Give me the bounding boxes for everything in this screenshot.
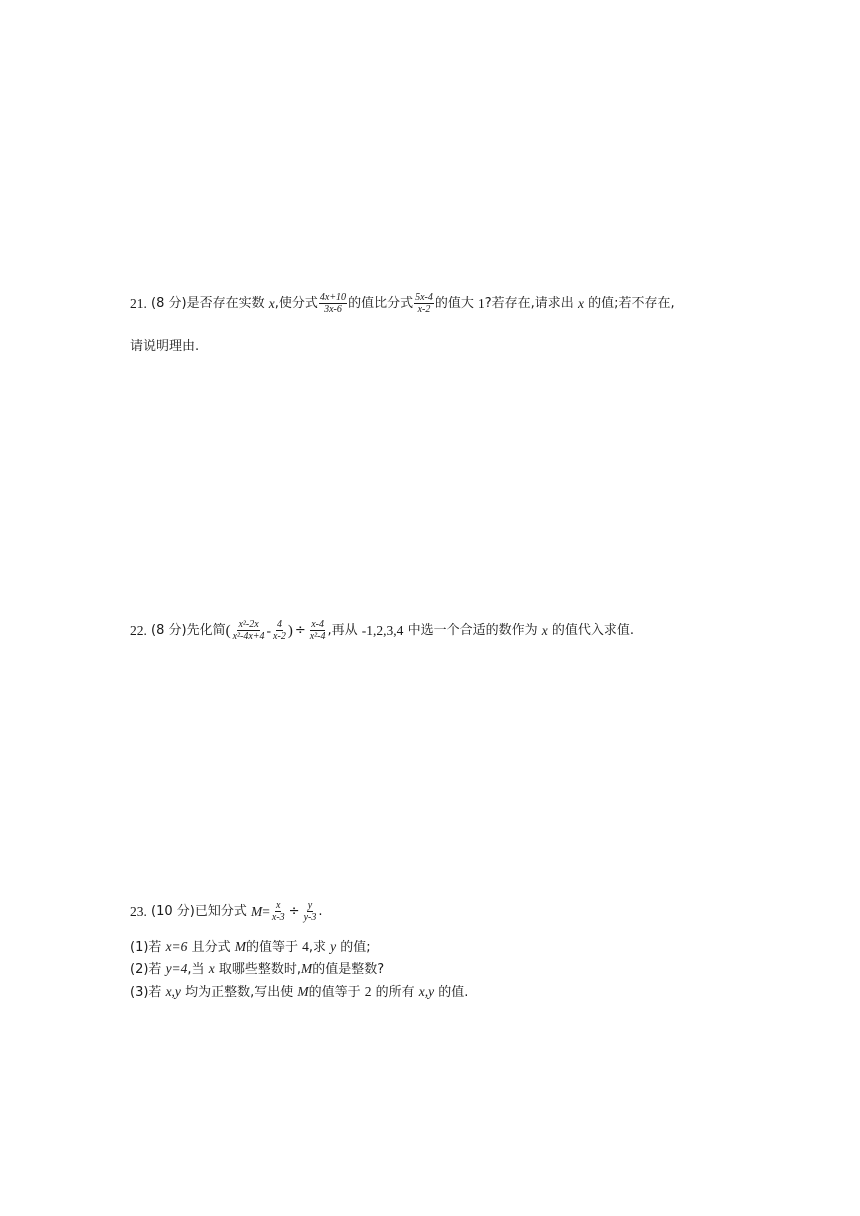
question-number: 22.	[130, 622, 147, 638]
question-text: 的值;若不存在,	[588, 295, 675, 311]
variable-y: y	[330, 939, 337, 954]
part-text: 的值等于	[245, 940, 298, 955]
question-23-line	[130, 900, 322, 923]
variable-m: M	[297, 984, 309, 999]
question-22-line	[130, 619, 634, 642]
part-text: 的值.	[438, 985, 469, 1000]
value: 2	[364, 984, 372, 999]
numerator: 5x-4	[415, 292, 433, 303]
part-text: 的值等于	[308, 985, 361, 1000]
question-text: 先化简	[186, 622, 226, 638]
fraction-2	[414, 292, 434, 315]
denominator: y-3	[303, 912, 317, 923]
question-text: 的值大	[434, 295, 474, 311]
part-text: 均为正整数,写出使	[185, 985, 294, 1000]
part-text: ,当	[187, 962, 205, 977]
numerator: x²-2x	[238, 619, 259, 630]
variable-x: x	[577, 295, 584, 311]
part-text: 的值是整数?	[312, 962, 385, 977]
equals-sign: =	[262, 903, 270, 919]
number-choices: -1,2,3,4	[361, 622, 404, 638]
part-text: 且分式	[191, 940, 231, 955]
question-text: 是否存在实数	[186, 295, 265, 311]
variables-xy: x,y	[418, 984, 435, 999]
condition: y=4	[165, 961, 188, 976]
denominator: x²-4x+4	[232, 631, 265, 642]
variables-xy: x,y	[165, 984, 181, 999]
value: 4	[302, 939, 309, 954]
left-paren: (	[225, 622, 231, 639]
part-label: (3)若	[130, 985, 162, 1000]
minus-sign: -	[266, 622, 272, 638]
variable-x: x	[268, 295, 275, 311]
question-text: ?若存在,请求出	[484, 295, 574, 311]
question-23-part-1	[130, 938, 371, 957]
variable-m: M	[300, 961, 313, 976]
part-text: 的所有	[375, 985, 415, 1000]
numerator: 4x+10	[319, 292, 347, 303]
denominator: 3x-6	[324, 304, 342, 315]
part-text: ,求	[308, 940, 327, 955]
fraction-1	[232, 619, 266, 642]
fraction-2	[303, 900, 318, 923]
part-text: 取哪些整数时,	[218, 962, 301, 977]
question-text: ,再从	[327, 622, 358, 638]
question-21-line-2: 请说明理由.	[130, 339, 200, 354]
question-score: (8 分)	[151, 295, 187, 311]
fraction-1	[319, 292, 347, 315]
question-23-part-3	[130, 983, 468, 1002]
variable-x: x	[208, 961, 215, 976]
question-23-part-2	[130, 960, 384, 979]
denominator: x-3	[271, 912, 285, 923]
variable-m: M	[234, 939, 246, 954]
number-one: 1	[478, 295, 485, 311]
numerator: x	[276, 900, 281, 911]
part-label: (1)若	[130, 940, 162, 955]
denominator: x-2	[417, 304, 431, 315]
fraction-3	[309, 619, 327, 642]
question-21-line-1	[130, 292, 675, 315]
numerator: y	[307, 900, 313, 911]
part-text: 的值;	[340, 940, 371, 955]
denominator: x²-4	[309, 631, 326, 642]
question-text: 的值代入求值.	[551, 622, 634, 638]
right-paren: )	[287, 622, 293, 639]
division-sign: ÷	[288, 903, 300, 919]
question-number: 23.	[130, 903, 147, 919]
question-score: (10 分)	[151, 903, 195, 919]
question-text: 中选一个合适的数作为	[407, 622, 538, 638]
period: .	[318, 903, 323, 919]
numerator: x-4	[311, 619, 325, 630]
question-text: 的值比分式	[348, 295, 414, 311]
fraction-2	[272, 619, 287, 642]
variable-m: M	[251, 903, 263, 919]
division-sign: ÷	[294, 622, 306, 638]
variable-x: x	[541, 622, 548, 638]
part-label: (2)若	[130, 962, 162, 977]
question-text: 已知分式	[194, 903, 247, 919]
question-number: 21.	[130, 295, 147, 311]
question-score: (8 分)	[151, 622, 187, 638]
condition: x=6	[165, 939, 188, 954]
numerator: 4	[276, 619, 282, 630]
denominator: x-2	[273, 631, 286, 642]
question-text: ,使分式	[274, 295, 318, 311]
fraction-1	[271, 900, 286, 923]
